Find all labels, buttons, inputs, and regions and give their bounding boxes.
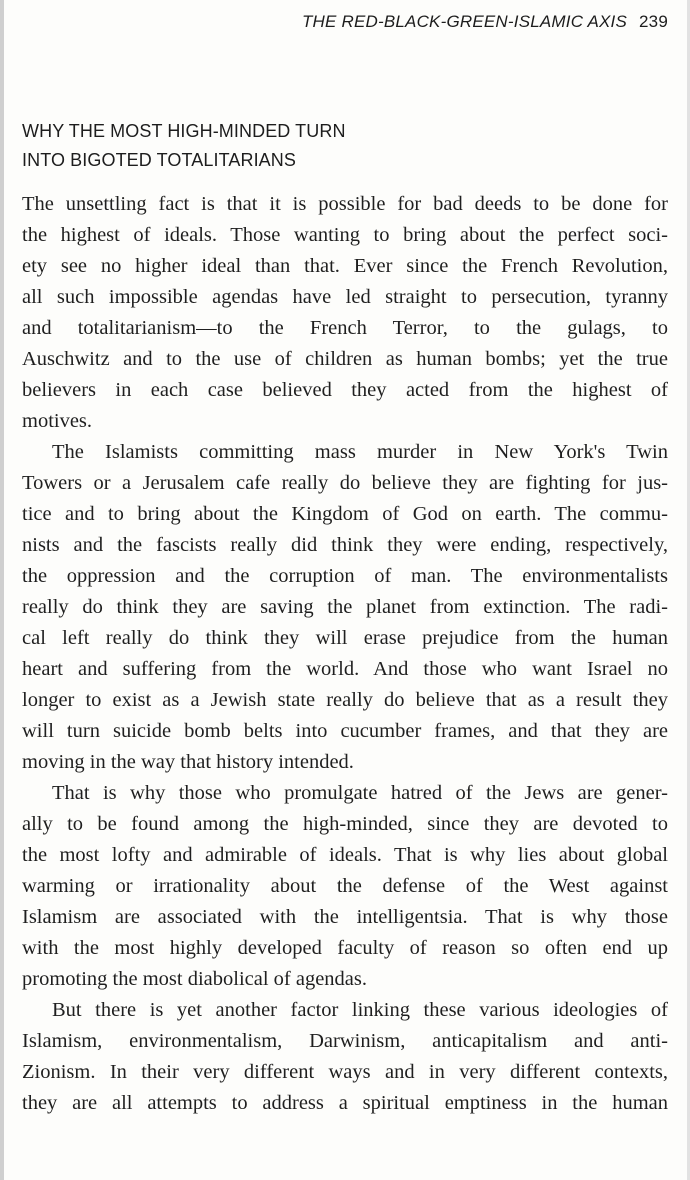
text-line: and totalitarianism—to the French Terror, to the gulags, to [22, 317, 668, 339]
text-line: promoting the most diabolical of agendas. [22, 968, 368, 990]
page-edge-left [0, 0, 4, 1180]
text-line: will turn suicide bomb belts into cucumber frames, and that they are [22, 720, 668, 742]
body-text [22, 189, 668, 1119]
text-line: the highest of ideals. Those wanting to bring about the perfect soci- [22, 224, 668, 246]
section-heading-line: INTO BIGOTED TOTALITARIANS [22, 150, 296, 170]
text-line: The unsettling fact is that it is possible for bad deeds to be done for [22, 193, 668, 215]
text-line: heart and suffering from the world. And those who want Israel no [22, 658, 668, 680]
text-line: Auschwitz and to the use of children as human bombs; yet the true [22, 348, 668, 370]
text-line: with the most highly developed faculty of reason so often end up [22, 937, 668, 959]
text-line: ally to be found among the high-minded, since they are devoted to [22, 813, 668, 835]
text-line: the oppression and the corruption of man. The environmentalists [22, 565, 668, 587]
text-line: Towers or a Jerusalem cafe really do believe they are fighting for jus- [22, 472, 668, 494]
text-line: Islamism, environmentalism, Darwinism, anticapitalism and anti- [22, 1030, 668, 1052]
text-line: cal left really do think they will erase prejudice from the human [22, 627, 668, 649]
text-line: But there is yet another factor linking these various ideologies of [52, 999, 668, 1021]
page-number: 239 [639, 12, 668, 31]
section-heading [22, 117, 582, 175]
text-line: Islamism are associated with the intelligentsia. That is why those [22, 906, 668, 928]
text-line: ety see no higher ideal than that. Ever since the French Revolution, [22, 255, 668, 277]
text-line: believers in each case believed they acted from the highest of [22, 379, 668, 401]
running-head [302, 12, 668, 32]
text-line: they are all attempts to address a spiritual emptiness in the human [22, 1092, 668, 1114]
running-head-title: THE RED-BLACK-GREEN-ISLAMIC AXIS [301, 12, 628, 31]
text-line: Zionism. In their very different ways and in very different contexts, [22, 1061, 668, 1083]
text-line: all such impossible agendas have led straight to persecution, tyranny [22, 286, 668, 308]
text-line: really do think they are saving the planet from extinction. The radi- [22, 596, 668, 618]
text-line: the most lofty and admirable of ideals. That is why lies about global [22, 844, 668, 866]
text-line: The Islamists committing mass murder in New York's Twin [52, 441, 668, 463]
text-line: longer to exist as a Jewish state really do believe that as a result they [22, 689, 668, 711]
text-line: That is why those who promulgate hatred of the Jews are gener- [52, 782, 668, 804]
text-line: moving in the way that history intended. [22, 751, 354, 773]
section-heading-line: WHY THE MOST HIGH-MINDED TURN [22, 121, 346, 141]
text-line: warming or irrationality about the defense of the West against [22, 875, 668, 897]
text-line: motives. [22, 410, 93, 432]
text-line: tice and to bring about the Kingdom of God on earth. The commu- [22, 503, 668, 525]
text-line: nists and the fascists really did think they were ending, respectively, [22, 534, 668, 556]
